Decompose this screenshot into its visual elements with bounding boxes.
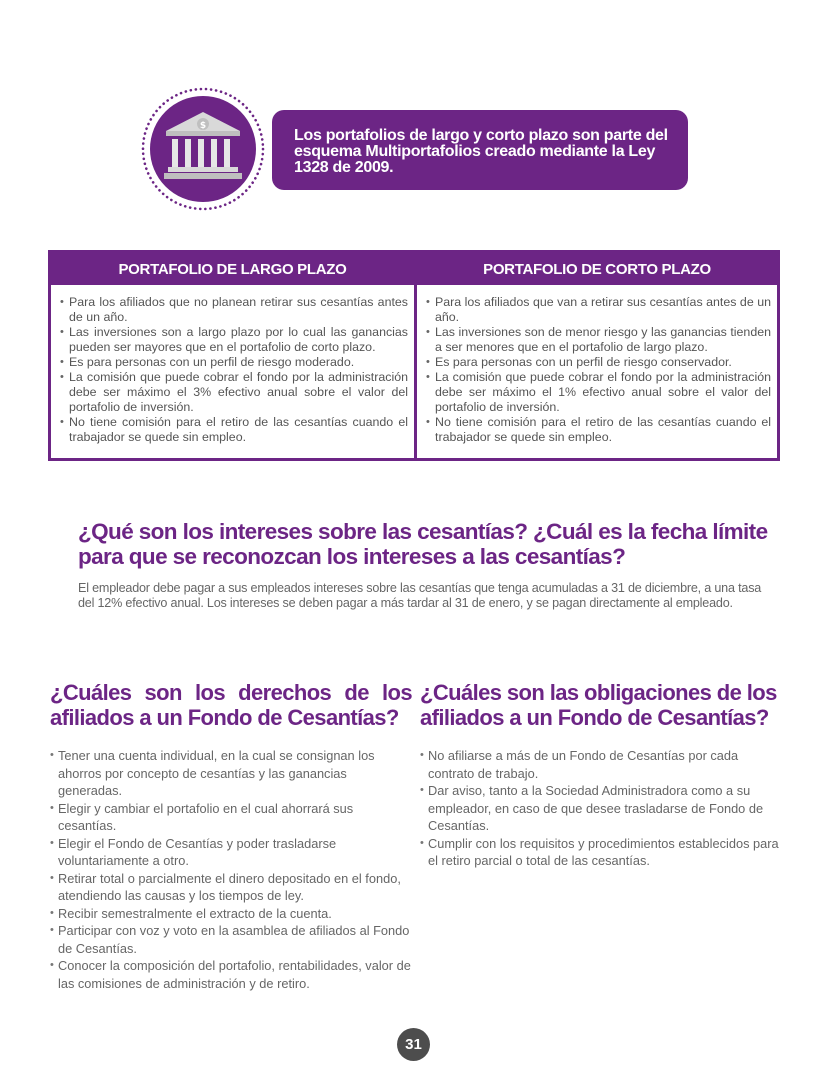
long-term-portfolio-header: PORTAFOLIO DE LARGO PLAZO bbox=[51, 253, 414, 285]
multiportafolios-banner bbox=[272, 110, 688, 190]
short-term-portfolio-list bbox=[427, 295, 771, 445]
list-item: • Recibir semestralmente el extracto de la cuenta. bbox=[50, 905, 412, 923]
obligaciones-list bbox=[420, 747, 782, 870]
bank-emblem bbox=[140, 86, 266, 212]
list-item: • Es para personas con un perfil de riesgo conservador. bbox=[427, 355, 771, 370]
obligaciones-heading: ¿Cuáles son las obligaciones de los afiliados a un Fondo de Cesantías? bbox=[420, 680, 777, 730]
list-item: • Para los afiliados que van a retirar sus cesantías antes de un año. bbox=[427, 295, 771, 325]
long-term-portfolio-list bbox=[61, 295, 408, 445]
long-term-portfolio-column bbox=[51, 253, 414, 458]
short-term-portfolio-column bbox=[414, 253, 777, 458]
intereses-heading: ¿Qué son los intereses sobre las cesantías? ¿Cuál es la fecha límite para que se reconozcan los intereses a las cesantías? bbox=[78, 519, 768, 569]
list-item: • Retirar total o parcialmente el dinero depositado en el fondo, atendiendo las causas y los tiempos de ley. bbox=[50, 870, 412, 905]
short-term-portfolio-header: PORTAFOLIO DE CORTO PLAZO bbox=[417, 253, 777, 285]
list-item: • Elegir el Fondo de Cesantías y poder trasladarse voluntariamente a otro. bbox=[50, 835, 412, 870]
list-item: • No tiene comisión para el retiro de las cesantías cuando el trabajador se quede sin empleo. bbox=[61, 415, 408, 445]
list-item: • Elegir y cambiar el portafolio en el cual ahorrará sus cesantías. bbox=[50, 800, 412, 835]
list-item: • La comisión que puede cobrar el fondo por la administración debe ser máximo el 1% efectivo anual sobre el valor del portafolio de inversión. bbox=[427, 370, 771, 415]
list-item: • Las inversiones son de menor riesgo y las ganancias tienden a ser menores que en el portafolio de largo plazo. bbox=[427, 325, 771, 355]
intereses-paragraph: El empleador debe pagar a sus empleados intereses sobre las cesantías que tenga acumuladas a 31 de diciembre, a una tasa del 12% efectivo anual. Los intereses se deben pagar a más tardar al 31 de enero, y se pagan directamente al empleado. bbox=[78, 581, 762, 610]
list-item: • Las inversiones son a largo plazo por lo cual las ganancias pueden ser mayores que en el portafolio de corto plazo. bbox=[61, 325, 408, 355]
svg-text:$: $ bbox=[199, 121, 207, 131]
list-item: • Es para personas con un perfil de riesgo moderado. bbox=[61, 355, 408, 370]
derechos-heading: ¿Cuáles son los derechos de los afiliados a un Fondo de Cesantías? bbox=[50, 680, 412, 730]
list-item: • La comisión que puede cobrar el fondo por la administración debe ser máximo el 3% efectivo anual sobre el valor del portafolio de inversión. bbox=[61, 370, 408, 415]
list-item: • Participar con voz y voto en la asamblea de afiliados al Fondo de Cesantías. bbox=[50, 922, 412, 957]
portfolio-comparison-table bbox=[48, 250, 780, 461]
list-item: • No tiene comisión para el retiro de las cesantías cuando el trabajador se quede sin empleo. bbox=[427, 415, 771, 445]
list-item: • Para los afiliados que no planean retirar sus cesantías antes de un año. bbox=[61, 295, 408, 325]
derechos-list bbox=[50, 747, 412, 992]
derechos-section bbox=[50, 680, 412, 992]
page-number-badge: 31 bbox=[397, 1028, 430, 1061]
banner-text: Los portafolios de largo y corto plazo son parte del esquema Multiportafolios creado mediante la Ley 1328 de 2009. bbox=[294, 127, 668, 176]
list-item: • Conocer la composición del portafolio, rentabilidades, valor de las comisiones de administración y de retiro. bbox=[50, 957, 412, 992]
bank-building-icon bbox=[140, 86, 266, 212]
list-item: • No afiliarse a más de un Fondo de Cesantías por cada contrato de trabajo. bbox=[420, 747, 782, 782]
obligaciones-section bbox=[420, 680, 782, 870]
list-item: • Dar aviso, tanto a la Sociedad Administradora como a su empleador, en caso de que desee trasladarse de Fondo de Cesantías. bbox=[420, 782, 782, 835]
list-item: • Cumplir con los requisitos y procedimientos establecidos para el retiro parcial o total de las cesantías. bbox=[420, 835, 782, 870]
list-item: • Tener una cuenta individual, en la cual se consignan los ahorros por concepto de cesantías y las ganancias generadas. bbox=[50, 747, 412, 800]
